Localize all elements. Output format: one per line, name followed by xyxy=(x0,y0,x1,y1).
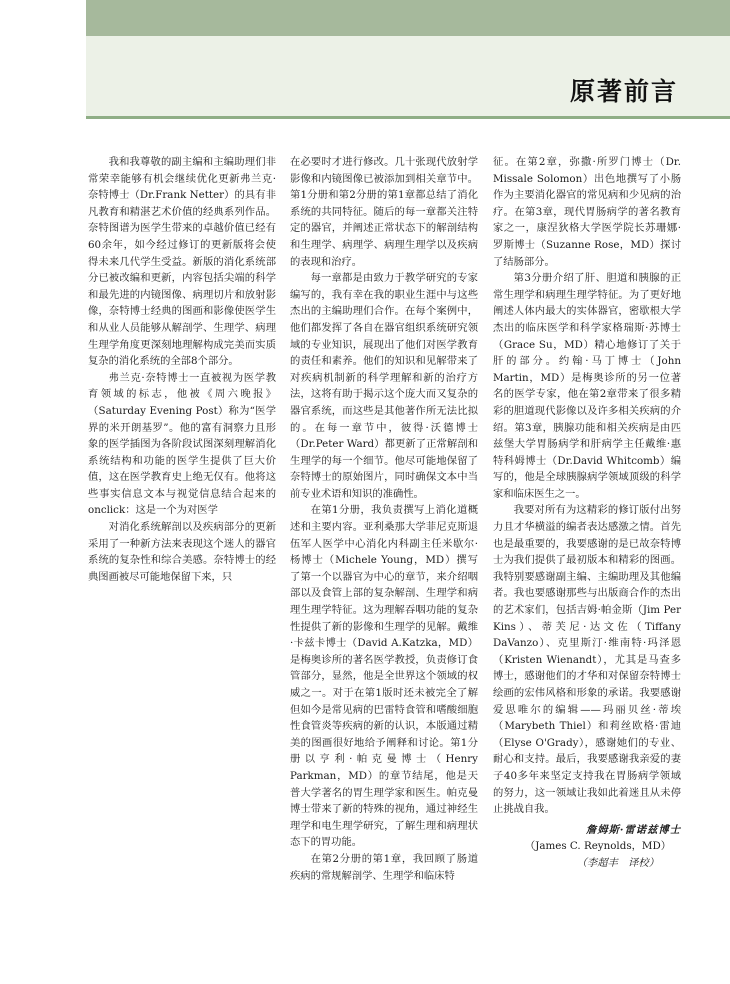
column-3 xyxy=(493,154,681,872)
body-text xyxy=(0,154,730,944)
paragraph: 我和我尊敬的副主编和主编助理们非常荣幸能够有机会继续优化更新弗兰克·奈特博士（Dr.Frank Netter）的具有非凡教育和精湛艺术价值的经典系列作品。奈特图谱为医学生带来的卓越价值已经有60余年，如今经过修订的更新版将会使得未来几代学生受益。新版的消化系统部分已被改编和更新，内容包括尖端的科学和最先进的内镜图像、病理切片和放射影像，奈特博士经典的图画和影像使医学生和从业人员能够从解剖学、生理学、病理生理学角度更深刻地理解构成完美而实质复杂的消化系统的全部8个部分。 xyxy=(88,156,276,368)
paragraph: 在必要时才进行修改。几十张现代放射学影像和内镜图像已被添加到相关章节中。第1分册和第2分册的第1章都总结了消化系统的共同特征。随后的每一章都关注特定的器官，并阐述正常状态下的解剖结构和生理学、病理学、病理生理学以及疾病的表现和治疗。 xyxy=(290,156,478,268)
paragraph: 弗兰克·奈特博士一直被视为医学教育领域的标志，他被《周六晚报》（Saturday Evening Post）称为“医学界的米开朗基罗”。他的富有洞察力且形象的医学插图为各阶段试图深刻理解消化系统结构和功能的医学生提供了巨大价值，这在医学教育史上绝无仅有。他将这些事实信息文本与视觉信息结合起来的onclick：这是一个为对医学 xyxy=(88,371,276,517)
signature-latin-name: （James C. Reynolds，MD） xyxy=(524,840,671,853)
paragraph: 在第1分册，我负责撰写上消化道概述和主要内容。亚利桑那大学菲尼克斯退伍军人医学中心消化内科副主任米歇尔·杨博士（Michele Young，MD）撰写了第一个以器官为中心的章节，来介绍咽部以及食管上部的复杂解剖、生理学和病理生理学特征。这为理解吞咽功能的复杂性提供了新的影像和生理学的见解。戴维·卡兹卡博士（David A.Katzka，MD）是梅奥诊所的著名医学教授，负责修订食管部分，显然，他是全世界这个领域的权威之一。对于在第1版时还未被完全了解但如今是常见病的巴雷特食管和嗜酸细胞性食管炎等疾病的新的认识，本版通过精美的图画很好地给予阐释和讨论。第1分册以亨利·帕克曼博士（Henry Parkman，MD）的章节结尾，他是天普大学著名的胃生理学家和医生。帕克曼博士带来了新的特殊的视角，通过神经生理学和电生理学研究，了解生理和病理状态下的胃功能。 xyxy=(290,504,478,849)
signature-block xyxy=(493,822,681,872)
paragraph: 对消化系统解剖以及疾病部分的更新采用了一种新方法来表现这个迷人的器官系统的复杂性和综合美感。奈特博士的经典图画被尽可能地保留下来，只 xyxy=(88,521,276,583)
column-2 xyxy=(290,154,478,884)
paragraph: 在第2分册的第1章，我回顾了肠道疾病的常规解剖学、生理学和临床特 xyxy=(290,852,478,882)
paragraph: 征。在第2章，弥撒·所罗门博士（Dr. Missale Solomon）出色地撰写了小肠作为主要消化器官的常见病和少见病的治疗。在第3章，现代胃肠病学的著名教育家之一，康涅狄格大学医学院长苏珊娜·罗斯博士（Suzanne Rose，MD）探讨了结肠部分。 xyxy=(493,156,681,268)
translator-credit: （李超丰 译校） xyxy=(576,856,659,869)
header-top-band xyxy=(86,0,730,36)
paragraph: 我要对所有为这精彩的修订版付出努力且才华横溢的编者表达感激之情。首先也是最重要的，我要感谢的是已故奈特博士为我们提供了最初版本和精彩的图画。我特别要感谢副主编、主编助理及其他编者。我也要感谢那些与出版商合作的杰出的艺术家们，包括吉姆·帕金斯（Jim Per Kins）、蒂芙尼·达文佐（Tiffany DaVanzo）、克里斯汀·维南特·玛泽恩（Kristen Wienandt），尤其是马查多博士，感谢他们的才华和对保留奈特博士绘画的宏伟风格和形象的承诺。我要感谢爱思唯尔的编辑——玛丽贝丝·蒂埃（Marybeth Thiel）和莉丝欧格·雷迪（Elyse O'Grady），感谢她们的专业、耐心和支持。最后，我要感谢我亲爱的妻子40多年来坚定支持我在胃肠病学领域的努力，这一领域让我如此着迷且从未停止挑战自我。 xyxy=(493,504,681,816)
page-title: 原著前言 xyxy=(569,77,678,106)
column-1 xyxy=(88,154,276,585)
paragraph: 每一章都是由致力于教学研究的专家编写的，我有幸在我的职业生涯中与这些杰出的主编助理们合作。在每个案例中，他们都发挥了各自在器官组织系统研究领域的专业知识，展现出了他们对医学教育的责任和素养。他们的知识和见解带来了对疾病机制新的科学理解和新的治疗方法，这将有助于揭示这个庞大而又复杂的器官系统，而这些是其他著作所无法比拟的。在每一章节中，彼得·沃德博士（Dr.Peter Ward）都更新了正常解剖和生理学的每一个细节。他尽可能地保留了奈特博士的原始图片，同时确保文本中当前专业术语和知识的准确性。 xyxy=(290,272,478,500)
paragraph: 第3分册介绍了肝、胆道和胰腺的正常生理学和病理生理学特征。为了更好地阐述人体内最大的实体器官，密歇根大学杰出的临床医学和科学家格瑞斯·苏博士（Grace Su，MD）精心地修订了关于肝的部分。约翰·马丁博士（John Martin，MD）是梅奥诊所的另一位著名的医学专家，他在第2章带来了很多精彩的胆道现代影像以及许多相关疾病的介绍。第3章，胰腺功能和相关疾病是由匹兹堡大学胃肠病学和肝病学主任戴维·惠特科姆博士（Dr.David Whitcomb）编写的，他是全球胰腺病学领域顶级的科学家和临床医生之一。 xyxy=(493,272,681,500)
header-rule xyxy=(86,116,730,119)
signature-name: 詹姆斯·雷诺兹博士 xyxy=(586,823,681,836)
